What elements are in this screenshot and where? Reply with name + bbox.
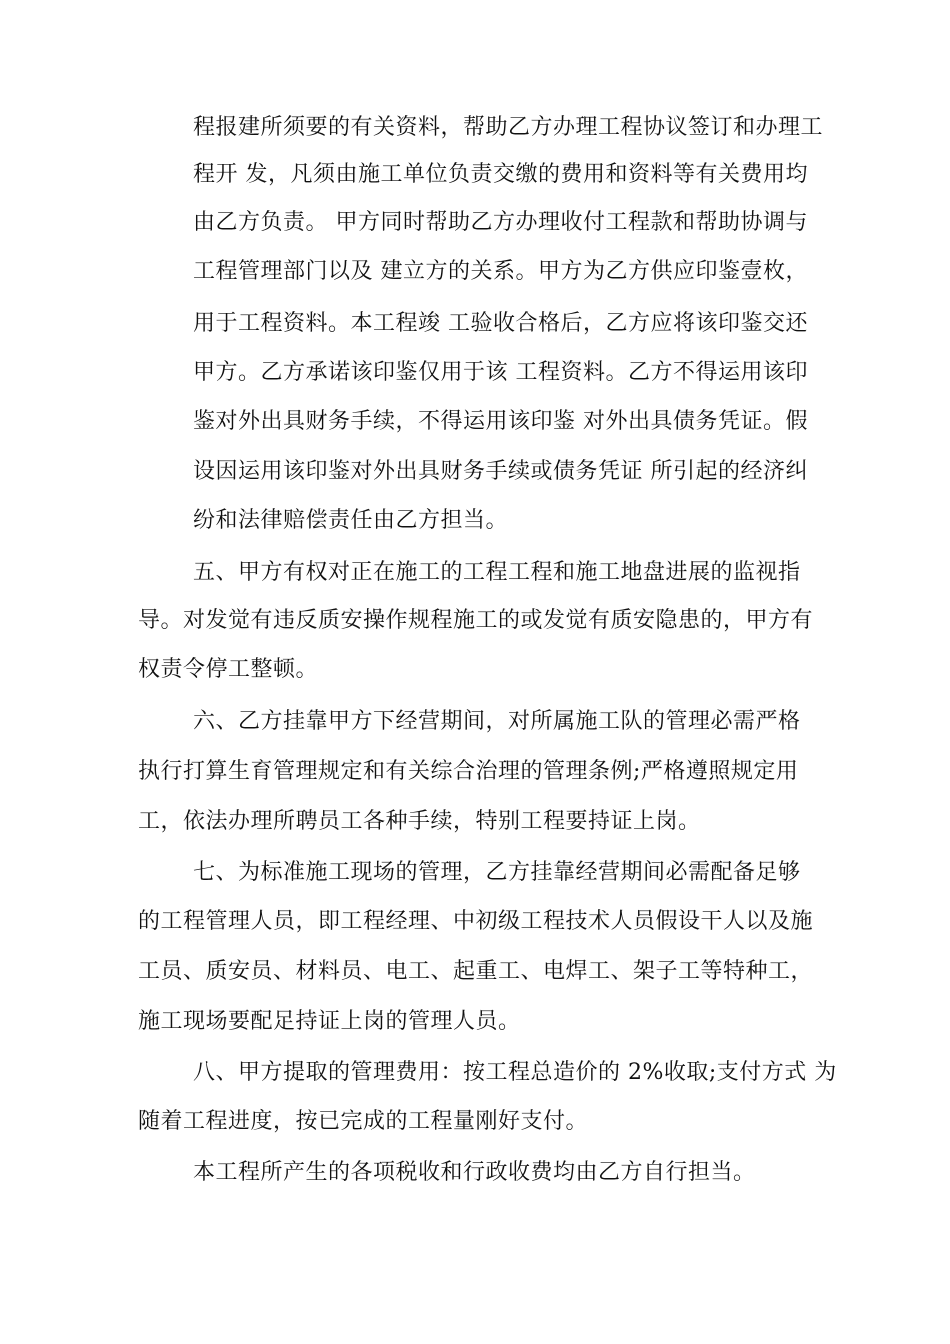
text-line-8: 设因运用该印鉴对外出具财务手续或债务凭证 所引起的经济纠 — [193, 459, 808, 484]
paragraph-8-line-2: 随着工程进度，按已完成的工程量刚好支付。 — [138, 1109, 589, 1134]
paragraph-8-line-1: 八、甲方提取的管理费用：按工程总造价的 2%收取;支付方式 为 — [193, 1060, 837, 1085]
text-line-3: 由乙方负责。 甲方同时帮助乙方办理收付工程款和帮助协调与 — [193, 210, 808, 235]
text-line-2: 程开 发，凡须由施工单位负责交缴的费用和资料等有关费用均 — [193, 162, 808, 187]
paragraph-7-line-2: 的工程管理人员，即工程经理、中初级工程技术人员假设干人以及施 — [138, 909, 814, 934]
paragraph-6-line-3: 工，依法办理所聘员工各种手续，特别工程要持证上岗。 — [138, 809, 701, 834]
text-line-5: 用于工程资料。本工程竣 工验收合格后，乙方应将该印鉴交还 — [193, 311, 808, 336]
text-line-1: 程报建所须要的有关资料，帮助乙方办理工程协议签订和办理工 — [193, 115, 824, 140]
paragraph-7-line-1: 七、为标准施工现场的管理，乙方挂靠经营期间必需配备足够 — [193, 860, 801, 885]
paragraph-5-line-1: 五、甲方有权对正在施工的工程工程和施工地盘进展的监视指 — [193, 560, 801, 585]
paragraph-5-line-3: 权责令停工整顿。 — [138, 657, 319, 682]
paragraph-6-line-1: 六、乙方挂靠甲方下经营期间，对所属施工队的管理必需严格 — [193, 709, 801, 734]
text-line-7: 鉴对外出具财务手续，不得运用该印鉴 对外出具债务凭证。假 — [193, 409, 808, 434]
paragraph-5-line-2: 导。对发觉有违反质安操作规程施工的或发觉有质安隐患的，甲方有 — [138, 608, 814, 633]
paragraph-7-line-4: 施工现场要配足持证上岗的管理人员。 — [138, 1009, 521, 1034]
text-line-4: 工程管理部门以及 建立方的关系。甲方为乙方供应印鉴壹枚， — [193, 259, 808, 284]
text-line-6: 甲方。乙方承诺该印鉴仅用于该 工程资料。乙方不得运用该印 — [193, 360, 808, 385]
closing-line: 本工程所产生的各项税收和行政收费均由乙方自行担当。 — [193, 1160, 756, 1185]
paragraph-6-line-2: 执行打算生育管理规定和有关综合治理的管理条例;严格遵照规定用 — [138, 759, 799, 784]
text-line-9: 纷和法律赔偿责任由乙方担当。 — [193, 508, 509, 533]
paragraph-7-line-3: 工员、质安员、材料员、电工、起重工、电焊工、架子工等特种工， — [138, 959, 814, 984]
